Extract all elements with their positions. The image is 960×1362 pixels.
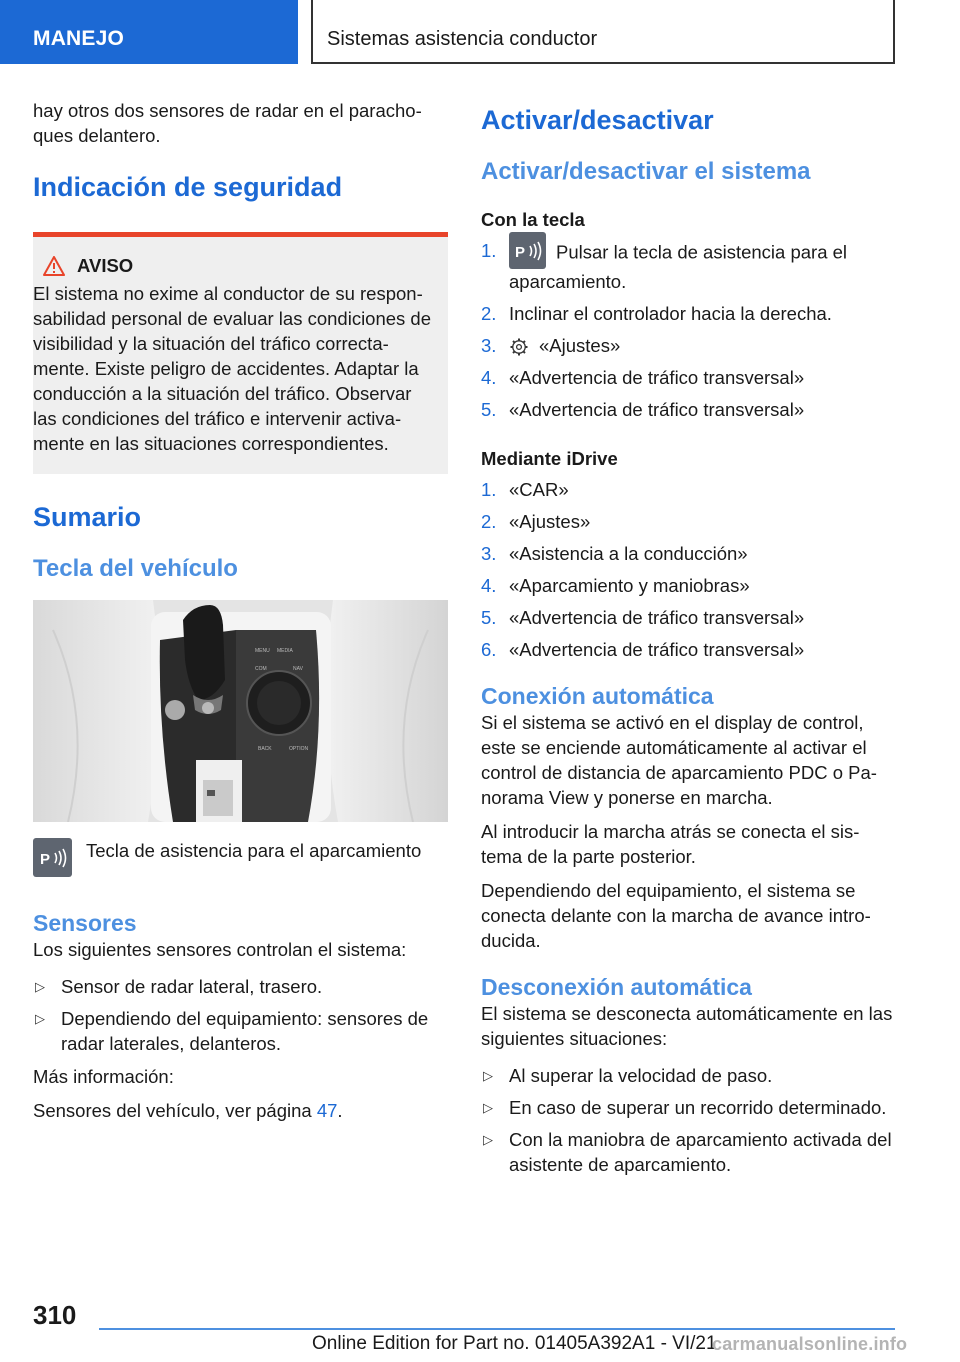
warning-text: El sistema no exime al conductor de su responsabilidad personal de evaluar las condiciones de visibilidad y la situación del tráfico correctamente. Existe peligro de accidentes. Adaptar la conducción a la situación del tráfico. Observar las condiciones del tráfico e intervenir activamente en las situaciones correspondientes. — [33, 283, 432, 454]
activate-heading: Activar/desactivar — [481, 105, 714, 135]
key-caption-row — [33, 838, 448, 877]
triangle-bullet-icon: ▷ — [483, 1100, 493, 1115]
list-item: 5. «Advertencia de tráfico transversal» — [481, 399, 805, 420]
auto-off-intro: El sistema se desconecta automáticamente en las siguientes situaciones: — [481, 1003, 893, 1049]
auto-on-paragraph: Si el sistema se activó en el display de control, este se enciende automáticamente al activar el control de distancia de aparcamiento PDC o Panorama View y ponerse en marcha. — [481, 712, 877, 808]
idrive-steps — [481, 477, 893, 662]
warning-box — [33, 232, 448, 474]
more-info-label: Más información: — [33, 1066, 174, 1087]
watermark: carmanualsonline.info — [712, 1334, 908, 1354]
warning-triangle-icon — [43, 256, 65, 276]
parking-assist-key-icon — [33, 838, 72, 877]
list-item: 3. «Asistencia a la conducción» — [481, 543, 748, 564]
section-tab: MANEJO — [0, 0, 298, 64]
list-item: 2. Inclinar el controlador hacia la derecha. — [481, 303, 832, 324]
page-header — [0, 0, 960, 66]
auto-on-paragraph: Al introducir la marcha atrás se conecta el sistema de la parte posterior. — [481, 821, 860, 867]
list-item: ▷ Al superar la velocidad de paso. — [483, 1065, 773, 1086]
list-item: ▷ Con la maniobra de aparcamiento activada del asistente de aparcamiento. — [483, 1129, 892, 1175]
button-label-menu: MENU — [255, 648, 270, 654]
auto-off-list — [481, 1063, 893, 1177]
key-caption: Tecla de asistencia para el aparcamiento — [86, 840, 422, 861]
triangle-bullet-icon: ▷ — [35, 979, 45, 994]
auto-on-paragraph: Dependiendo del equipamiento, el sistema se conecta delante con la marcha de avance introducida. — [481, 880, 871, 951]
safety-heading: Indicación de seguridad — [33, 172, 343, 202]
button-subheading: Con la tecla — [481, 209, 585, 230]
button-steps — [481, 238, 893, 422]
triangle-bullet-icon: ▷ — [35, 1011, 45, 1026]
warning-header — [33, 255, 436, 277]
sensors-intro: Los siguientes sensores controlan el sistema: — [33, 939, 407, 960]
edition-text: Online Edition for Part no. 01405A392A1 - VI/21 — [312, 1333, 717, 1354]
button-label-back: BACK — [258, 746, 272, 752]
list-item: 3. «Ajustes» — [481, 335, 621, 356]
page-reference-link[interactable]: 47 — [316, 1100, 338, 1121]
triangle-bullet-icon: ▷ — [483, 1068, 493, 1083]
reference-paragraph: Sensores del vehículo, ver página 47. — [33, 1100, 343, 1121]
right-column — [481, 98, 893, 1185]
list-item: 6. «Advertencia de tráfico transversal» — [481, 639, 805, 660]
activate-system-heading: Activar/desactivar el sistema — [481, 158, 811, 185]
list-item: ▷ Sensor de radar lateral, trasero. — [35, 976, 323, 997]
footer-divider — [99, 1328, 895, 1330]
sensors-heading: Sensores — [33, 910, 137, 936]
list-item: 5. «Advertencia de tráfico transversal» — [481, 607, 805, 628]
intro-paragraph: hay otros dos sensores de radar en el parachoques delantero. — [33, 100, 422, 146]
list-item: 4. «Aparcamiento y maniobras» — [481, 575, 750, 596]
vehicle-key-heading: Tecla del vehículo — [33, 555, 238, 582]
list-item: ▷ Dependiendo del equipamiento: sensores de radar laterales, delanteros. — [35, 1008, 429, 1054]
page-number: 310 — [33, 1300, 77, 1330]
list-item: 2. «Ajustes» — [481, 511, 591, 532]
button-label-media: MEDIA — [277, 648, 293, 654]
list-item: 4. «Advertencia de tráfico transversal» — [481, 367, 805, 388]
svg-text:P: P — [39, 850, 50, 868]
summary-heading: Sumario — [33, 502, 142, 532]
list-item: 1. «CAR» — [481, 479, 569, 500]
chapter-title: Sistemas asistencia conductor — [311, 0, 895, 64]
sensors-list — [33, 974, 448, 1056]
button-label-com: COM — [255, 666, 267, 672]
warning-title: AVISO — [77, 255, 134, 276]
parking-assist-key-icon — [509, 232, 546, 269]
button-label-option: OPTION — [289, 746, 309, 752]
gear-icon — [509, 337, 529, 357]
center-console-image — [33, 600, 448, 822]
idrive-subheading: Mediante iDrive — [481, 448, 618, 469]
triangle-bullet-icon: ▷ — [483, 1132, 493, 1147]
button-label-nav: NAV — [293, 666, 303, 672]
auto-on-heading: Conexión automática — [481, 683, 714, 709]
list-item: ▷ En caso de superar un recorrido determinado. — [483, 1097, 887, 1118]
left-column — [33, 98, 448, 1132]
list-item: 1. P Pulsar la tecla de asistencia para el aparcamiento. — [481, 238, 893, 294]
auto-off-heading: Desconexión automática — [481, 974, 752, 1000]
svg-text:P: P — [514, 243, 525, 261]
